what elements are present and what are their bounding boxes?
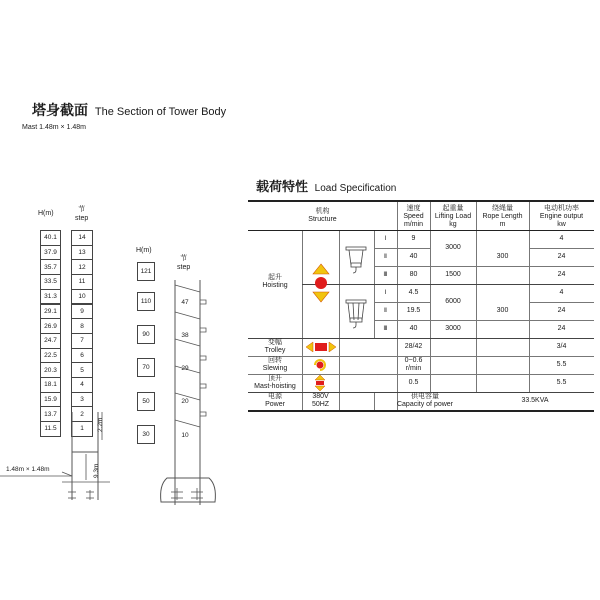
right-step-header-en: step — [177, 264, 191, 271]
hoist-power: 4 — [559, 235, 564, 242]
hoist2-rope: 300 — [496, 307, 509, 314]
mast-hoisting-speed: 0.5 — [408, 379, 419, 386]
left-height-cell: 15.9 — [40, 392, 61, 408]
header-structure-en: Structure — [308, 216, 337, 223]
right-step-cell: 10 — [181, 431, 189, 439]
right-step-header-cn: 节 — [180, 255, 188, 262]
hoist-power: 24 — [557, 253, 566, 260]
mast-hoisting-label-cn: 顶升 — [268, 375, 282, 382]
left-height-cell: 13.7 — [40, 406, 61, 422]
right-height-cell: 50 — [137, 392, 155, 411]
left-step-cell: 3 — [71, 392, 93, 408]
hoist-speed: 40 — [409, 325, 418, 332]
hoist-speed: 9 — [411, 235, 416, 242]
hoisting-label-en: Hoisting — [262, 282, 288, 289]
right-step-cell: 38 — [181, 331, 189, 339]
header-speed-cn: 速度 — [406, 204, 421, 212]
power-capacity-label — [374, 392, 476, 410]
mast-size-label: Mast 1.48m × 1.48m — [22, 124, 87, 131]
base-size-label: 1.48m × 1.48m — [6, 466, 50, 473]
mast-hoisting-power: 5.5 — [556, 379, 567, 386]
slewing-speed-value: 0~0.6 — [404, 357, 423, 364]
slewing-label-cn: 回转 — [268, 357, 282, 364]
gear-label: Ⅲ — [383, 272, 388, 278]
left-step-cell: 14 — [71, 230, 93, 246]
left-height-cell: 11.5 — [40, 421, 61, 437]
power-capacity-value: 33.5KVA — [521, 397, 549, 404]
hook-single-icon — [343, 243, 369, 275]
right-tower-drawing — [155, 280, 225, 510]
section-title-en: The Section of Tower Body — [94, 106, 227, 118]
header-power — [529, 203, 594, 230]
right-step-header — [177, 254, 190, 272]
left-height-cell: 20.3 — [40, 362, 61, 378]
header-rope-unit: m — [499, 220, 506, 228]
hoist1-rope: 300 — [496, 253, 509, 260]
gear-label: Ⅱ — [384, 308, 387, 314]
slewing-label-en: Slewing — [262, 365, 288, 372]
left-height-cell: 31.3 — [40, 289, 61, 305]
hoist1-load-a: 3000 — [445, 244, 461, 251]
header-speed-unit: m/min — [403, 220, 424, 228]
hoist-power: 24 — [557, 325, 566, 332]
power-capacity-cn: 供电容量 — [411, 393, 439, 400]
dim-base-label: 9.3m — [93, 463, 100, 478]
left-step-cell: 2 — [71, 406, 93, 422]
hoist-power: 24 — [557, 271, 566, 278]
dim-section-label: 2.2m — [97, 417, 104, 432]
mast-hoisting-label-en: Mast-hoisting — [254, 383, 296, 390]
left-step-cell: 13 — [71, 245, 93, 261]
hoist2-load-b: 3000 — [445, 325, 461, 332]
left-tower-base-drawing — [0, 410, 140, 510]
slewing-speed-unit: r/min — [405, 365, 422, 372]
power-label-cn: 电源 — [268, 393, 282, 400]
left-height-cell: 26.9 — [40, 318, 61, 334]
load-title-cn: 载荷特性 — [256, 179, 309, 194]
table-bottom-rule — [248, 410, 594, 412]
hoist-power: 24 — [557, 307, 566, 314]
header-structure-cn: 机构 — [315, 208, 330, 215]
load-title — [256, 176, 396, 195]
power-capacity-en: Capacity of power — [396, 401, 454, 408]
header-load-en: Lifting Load — [434, 212, 472, 220]
left-step-cell: 9 — [71, 304, 93, 320]
hoist2-load-a: 6000 — [445, 298, 461, 305]
left-height-cell: 35.7 — [40, 259, 61, 275]
right-height-cell: 110 — [137, 292, 155, 311]
hoist-speed: 80 — [409, 271, 418, 278]
hoist-speed: 40 — [409, 253, 418, 260]
power-voltage — [302, 392, 339, 410]
header-load — [430, 203, 476, 230]
header-load-cn: 起重量 — [442, 204, 464, 212]
header-rope — [476, 203, 529, 230]
section-title-cn: 塔身截面 — [32, 102, 88, 118]
right-h-header: H(m) — [136, 247, 152, 254]
section-title — [32, 100, 226, 120]
left-height-cell: 37.9 — [40, 245, 61, 261]
hoist-power: 4 — [559, 289, 564, 296]
power-voltage-v: 380V — [312, 393, 329, 400]
left-step-cell: 6 — [71, 348, 93, 364]
right-height-cell: 90 — [137, 325, 155, 344]
header-rope-en: Rope Length — [482, 212, 523, 220]
header-speed — [397, 203, 430, 230]
gear-label: Ⅲ — [383, 326, 388, 332]
hoisting-label-cn: 起升 — [268, 274, 282, 281]
left-height-cell: 24.7 — [40, 333, 61, 349]
left-height-cell: 29.1 — [40, 304, 61, 320]
trolley-power: 3/4 — [556, 343, 567, 350]
header-power-en: Engine output — [539, 212, 584, 220]
right-step-cell: 47 — [181, 298, 189, 306]
power-label — [248, 392, 302, 410]
left-height-cell: 40.1 — [40, 230, 61, 246]
trolley-label — [248, 338, 302, 356]
header-power-cn: 电动机功率 — [544, 204, 579, 212]
left-step-header — [75, 205, 88, 223]
hoist-speed: 19.5 — [406, 307, 421, 314]
slewing-speed — [397, 356, 430, 374]
mast-hoisting-icon — [314, 375, 326, 391]
left-h-header: H(m) — [38, 210, 54, 217]
header-load-unit: kg — [449, 220, 457, 228]
left-height-cell: 33.5 — [40, 274, 61, 290]
header-rope-cn: 绕绳量 — [492, 204, 513, 212]
slewing-label — [248, 356, 302, 374]
left-step-header-en: step — [75, 215, 89, 222]
header-speed-en: Speed — [403, 212, 424, 220]
gear-label: Ⅰ — [384, 290, 387, 296]
left-height-cell: 22.5 — [40, 348, 61, 364]
hoisting-label — [248, 270, 302, 294]
gear-label: Ⅱ — [384, 254, 387, 260]
left-height-cell: 18.1 — [40, 377, 61, 393]
right-height-cell: 70 — [137, 358, 155, 377]
trolley-speed: 28/42 — [404, 343, 423, 350]
left-step-cell: 10 — [71, 289, 93, 305]
header-power-unit: kw — [557, 220, 566, 228]
mast-hoisting-label — [248, 374, 302, 392]
trolley-arrows-icon — [305, 341, 337, 353]
left-step-cell: 4 — [71, 377, 93, 393]
gear-label: Ⅰ — [384, 236, 387, 242]
left-step-header-cn: 节 — [78, 206, 86, 213]
load-title-en: Load Specification — [314, 183, 397, 194]
right-height-cell: 30 — [137, 425, 155, 444]
right-step-cell: 20 — [181, 397, 189, 405]
trolley-label-en: Trolley — [264, 347, 286, 354]
hoist-speed: 4.5 — [408, 289, 419, 296]
power-label-en: Power — [265, 401, 285, 408]
right-step-cell: 29 — [181, 364, 189, 372]
left-step-cell: 12 — [71, 259, 93, 275]
slewing-power: 5.5 — [556, 361, 567, 368]
left-step-cell: 5 — [71, 362, 93, 378]
header-structure — [248, 204, 397, 228]
left-step-cell: 8 — [71, 318, 93, 334]
power-frequency: 50HZ — [311, 401, 330, 408]
left-step-cell: 7 — [71, 333, 93, 349]
table-top-rule — [248, 200, 594, 202]
left-step-cell: 11 — [71, 274, 93, 290]
hoist1-load-b: 1500 — [445, 271, 461, 278]
left-step-cell: 1 — [71, 421, 93, 437]
hoisting-direction-icon — [310, 262, 332, 304]
trolley-label-cn: 变幅 — [268, 339, 282, 346]
hook-double-icon — [343, 296, 369, 330]
right-height-cell: 121 — [137, 262, 155, 281]
slewing-rotate-icon — [312, 357, 328, 373]
